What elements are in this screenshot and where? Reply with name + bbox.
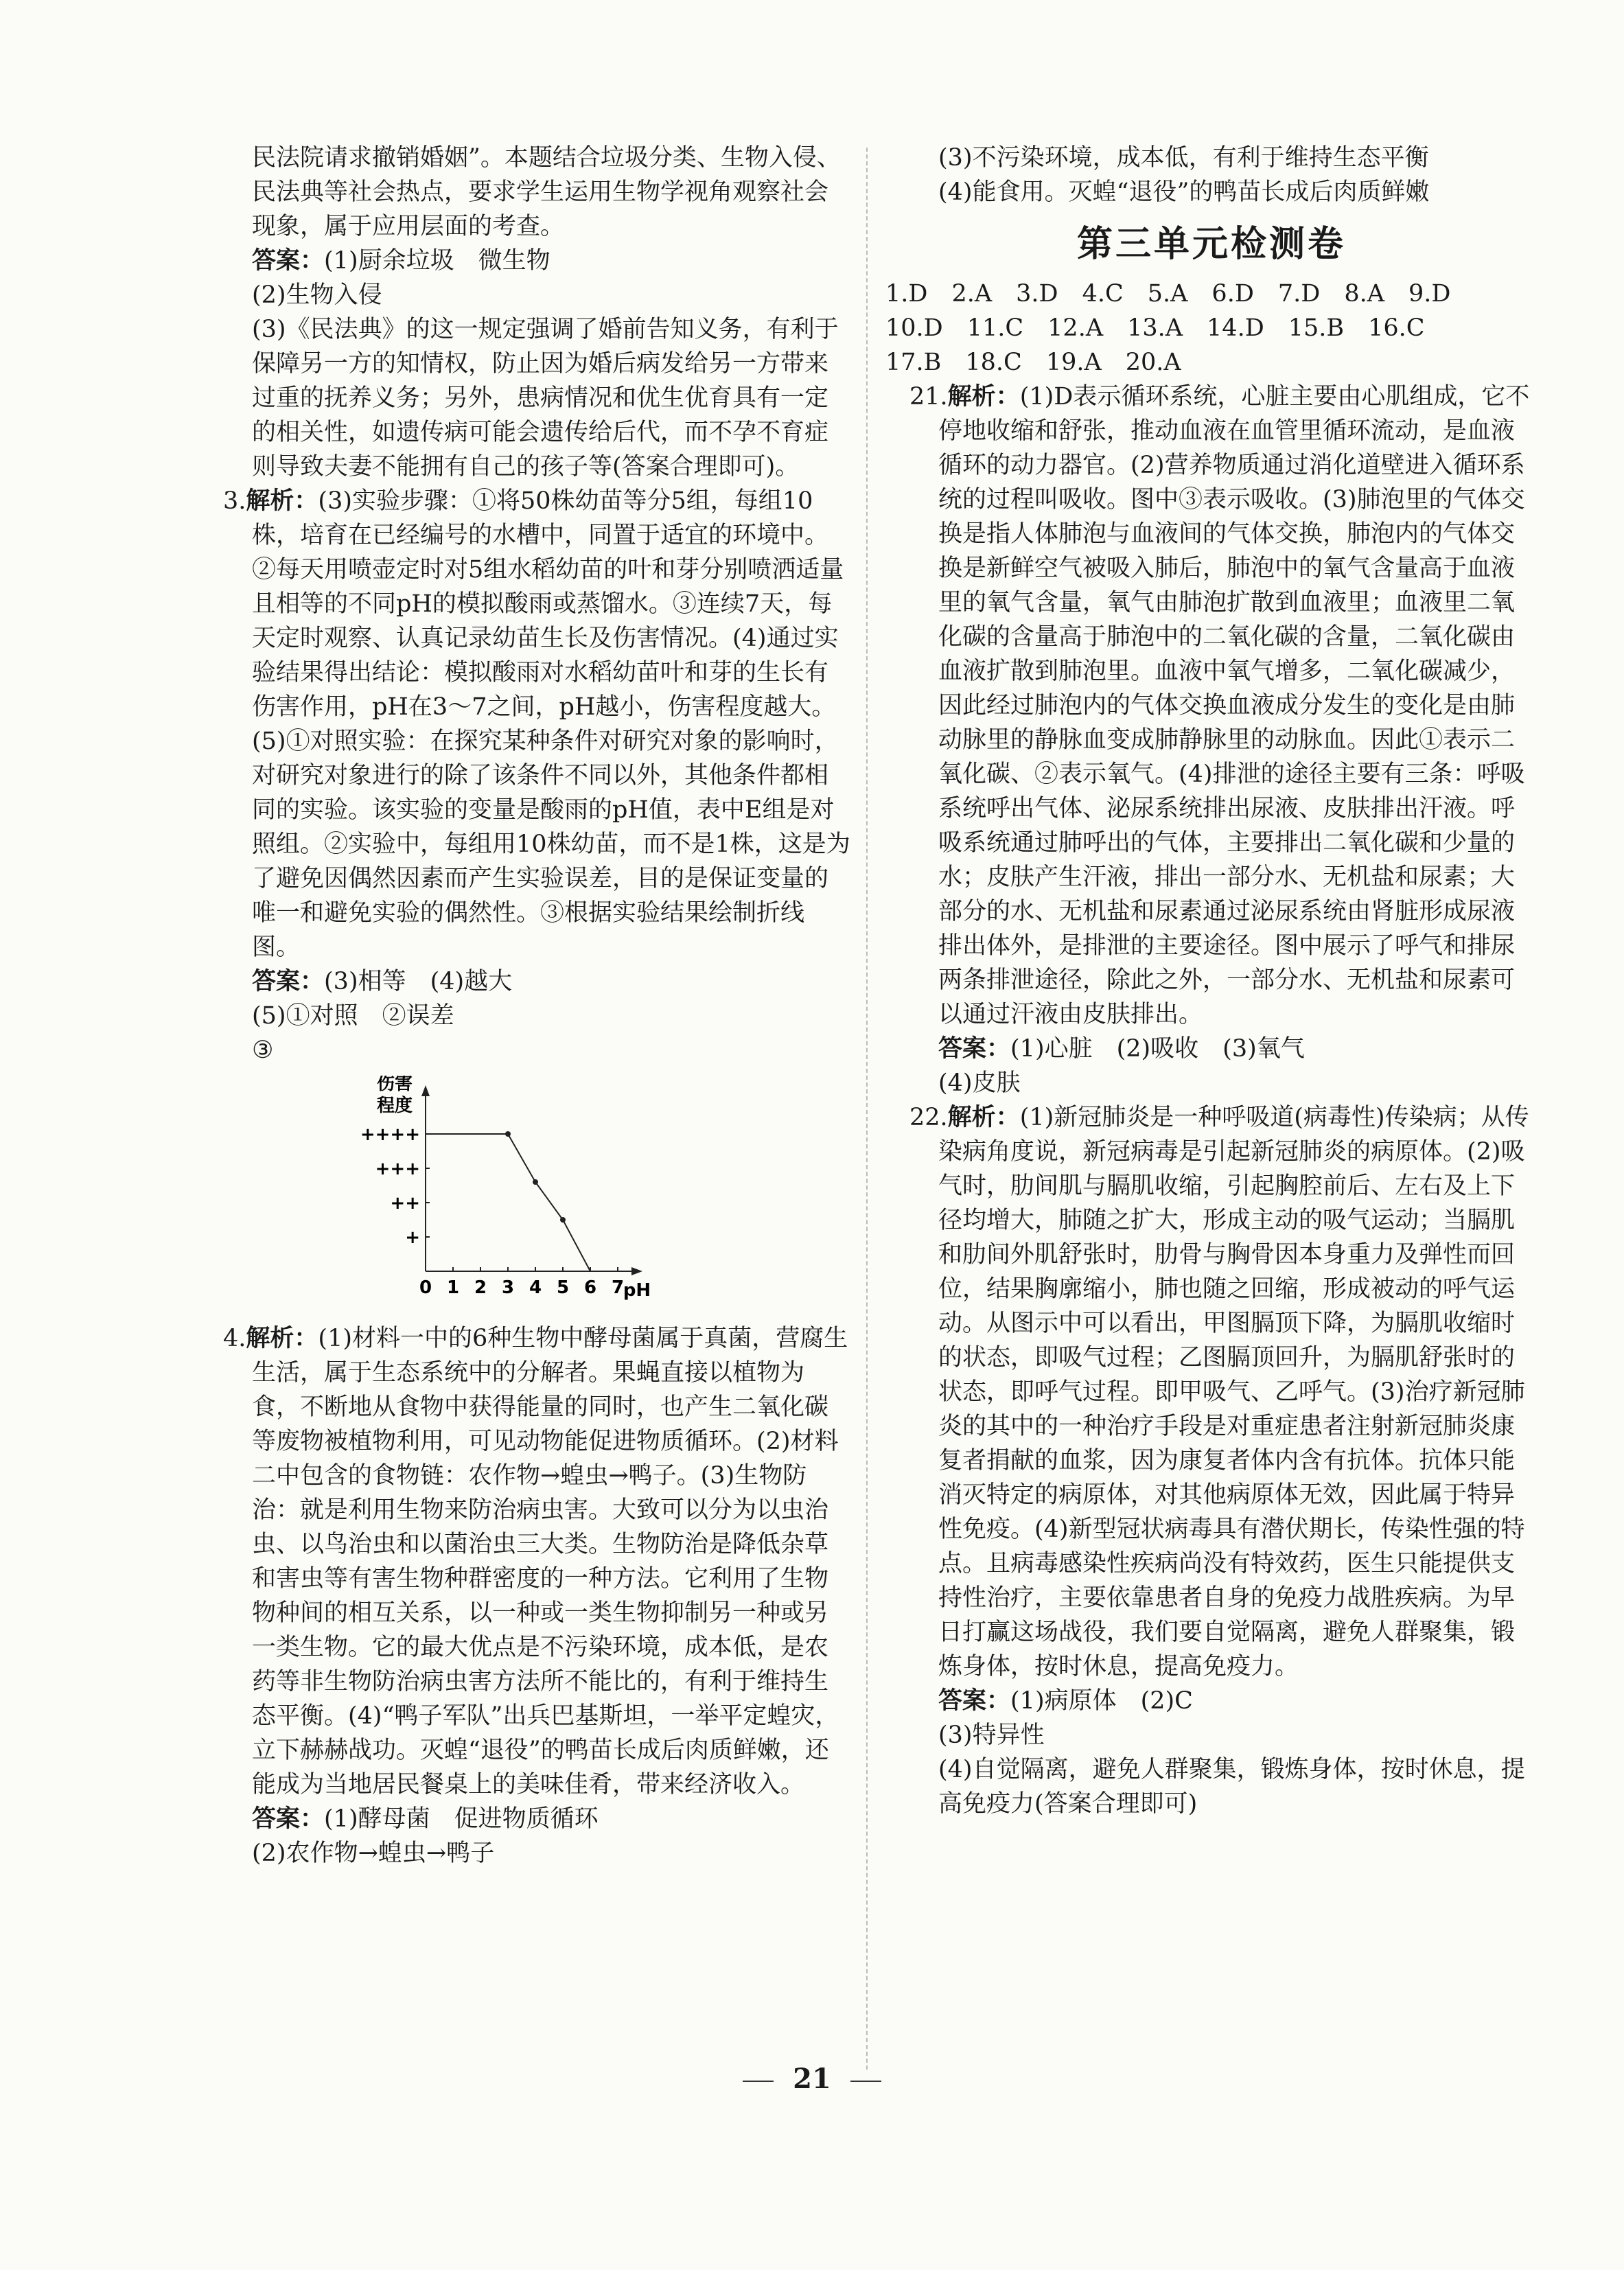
column-divider [866,148,868,2070]
choice-answers-row-2: 10.D 11.C 12.A 13.A 14.D 15.B 16.C [885,314,1425,342]
right-column [885,141,1538,1821]
data-point [505,1131,511,1137]
x-tick-label: 6 [583,1277,597,1298]
q3-answer-2: (5)①对照 ②误差 [252,1002,454,1030]
y-axis-arrow [421,1085,430,1096]
q2-answer-1: 答案：(1)厨余垃圾 微生物 [252,247,550,275]
q22-answer-1: 答案：(1)病原体 (2)C [938,1687,1193,1715]
q21-answer-2: (4)皮肤 [938,1069,1021,1097]
section-title: 第三单元检测卷 [1076,224,1346,265]
answer-label: 答案： [252,247,325,275]
left-column [199,141,851,1871]
q4-answer-1: 答案：(1)酵母菌 促进物质循环 [252,1805,599,1833]
q4-answer-2: (2)农作物→蝗虫→鸭子 [252,1840,495,1867]
q4-answer-3: (3)不污染环境，成本低，有利于维持生态平衡 [938,144,1429,172]
x-tick-label: 5 [556,1277,570,1298]
y-tick-label: +++ [375,1159,420,1179]
q3-answer-3: ③ [252,1036,274,1064]
q2-answer-3: (3)《民法典》的这一规定强调了婚前告知义务，有利于保障另一方的知情权，防止因为婚后病发给另一方带来过重的抚养义务；另外，患病情况和优生优育具有一定的相关性，如遗传病可能会遗传给后代，而不孕不育症则导致夫妻不能拥有自己的孩子等(答案合理即可)。 [252,316,839,480]
q22-analysis: 22.解析：(1)新冠肺炎是一种呼吸道(病毒性)传染病；从传染病角度说，新冠病毒是引起新冠肺炎的病原体。(2)吸气时，肋间肌与膈肌收缩，引起胸腔前后、左右及上下径均增大，肺随之扩大，形成主动的吸气运动；当膈肌和肋间外肌舒张时，肋骨与胸骨因本身重力及弹性而回位，结果胸廓缩小，肺也随之回缩，形成被动的呼气运动。从图示中可以看出，甲图膈顶下降，为膈肌收缩时的状态，即吸气过程；乙图膈顶回升，为膈肌舒张时的状态，即呼气过程。即甲吸气、乙呼气。(3)治疗新冠肺炎的其中的一种治疗手段是对重症患者注射新冠肺炎康复者捐献的血浆，因为康复者体内含有抗体。抗体只能消灭特定的病原体，对其他病原体无效，因此属于特异性免疫。(4)新型冠状病毒具有潜伏期长，传染性强的特点。且病毒感染性疾病尚没有特效药，医生只能提供支持性治疗，主要依靠患者自身的免疫力战胜疾病。为早日打赢这场战役，我们要自觉隔离，避免人群聚集，锻炼身体，按时休息，提高免疫力。 [909,1104,1529,1680]
x-axis-label: pH [623,1280,651,1301]
q4-analysis: 4.解析：(1)材料一中的6种生物中酵母菌属于真菌，营腐生生活，属于生态系统中的分解者。果蝇直接以植物为食，不断地从食物中获得能量的同时，也产生二氧化碳等废物被植物利用，可见动物能促进物质循环。(2)材料二中包含的食物链：农作物→蝗虫→鸭子。(3)生物防治：就是利用生物来防治病虫害。大致可以分为以虫治虫、以鸟治虫和以菌治虫三大类。生物防治是降低杂草和害虫等有害生物种群密度的一种方法。它利用了生物物种间的相互关系，以一种或一类生物抑制另一种或另一类生物。它的最大优点是不污染环境，成本低，是农药等非生物防治病虫害方法所不能比的，有利于维持生态平衡。(4)“鸭子军队”出兵巴基斯坦，一举平定蝗灾，立下赫赫战功。灭蝗“退役”的鸭苗长成后肉质鲜嫩，还能成为当地居民餐桌上的美味佳肴，带来经济收入。 [223,1325,848,1798]
x-tick-label: 1 [446,1277,460,1298]
x-tick-label: 0 [419,1277,432,1298]
q4-answer-4: (4)能食用。灭蝗“退役”的鸭苗长成后肉质鲜嫩 [938,178,1430,206]
x-tick-label: 7 [611,1277,625,1298]
q22-answer-3: (4)自觉隔离，避免人群聚集，锻炼身体，按时休息，提高免疫力(答案合理即可) [938,1756,1525,1818]
q21-answer-1: 答案：(1)心脏 (2)吸收 (3)氧气 [938,1035,1305,1063]
y-tick-label: ++++ [360,1124,420,1145]
q2-answer-2: (2)生物入侵 [252,281,382,309]
y-tick-label: ++ [390,1193,420,1214]
q3-answer-1: 答案：(3)相等 (4)越大 [252,968,513,995]
series-line [453,1134,590,1271]
y-axis-label-line2: 程度 [376,1096,413,1116]
y-axis-label: 伤害 [376,1076,413,1094]
q3-analysis: 3.解析：(3)实验步骤：①将50株幼苗等分5组，每组10株，培育在已经编号的水槽中，同置于适宜的环境中。②每天用喷壶定时对5组水稻幼苗的叶和芽分别喷洒适量且相等的不同pH的模拟酸雨或蒸馏水。③连续7天，每天定时观察、认真记录幼苗生长及伤害情况。(4)通过实验结果得出结论：模拟酸雨对水稻幼苗叶和芽的生长有伤害作用，pH在3～7之间，pH越小，伤害程度越大。(5)①对照实验：在探究某种条件对研究对象的影响时，对研究对象进行的除了该条件不同以外，其他条件都相同的实验。该实验的变量是酸雨的pH值，表中E组是对照组。②实验中，每组用10株幼苗，而不是1株，这是为了避免因偶然因素而产生实验误差，目的是保证变量的唯一和避免实验的偶然性。③根据实验结果绘制折线图。 [223,487,850,961]
q21-analysis: 21.解析：(1)D表示循环系统，心脏主要由心肌组成，它不停地收缩和舒张，推动血液在血管里循环流动，是血液循环的动力器官。(2)营养物质通过消化道壁进入循环系统的过程叫吸收。图中③表示吸收。(3)肺泡里的气体交换是指人体肺泡与血液间的气体交换，肺泡内的气体交换是新鲜空气被吸入肺后，肺泡中的氧气含量高于血液里的氧气含量，氧气由肺泡扩散到血液里；血液里二氧化碳的含量高于肺泡中的二氧化碳的含量，二氧化碳由血液扩散到肺泡里。血液中氧气增多，二氧化碳减少，因此经过肺泡内的气体交换血液成分发生的变化是由肺动脉里的静脉血变成肺静脉里的动脉血。因此①表示二氧化碳、②表示氧气。(4)排泄的途径主要有三条：呼吸系统呼出气体、泌尿系统排出尿液、皮肤排出汗液。呼吸系统通过肺呼出的气体，主要排出二氧化碳和少量的水；皮肤产生汗液，排出一部分水、无机盐和尿素；大部分的水、无机盐和尿素通过泌尿系统由肾脏形成尿液排出体外，是排泄的主要途径。图中展示了呼气和排尿两条排泄途径，除此之外，一部分水、无机盐和尿素可以通过汗液由皮肤排出。 [909,383,1530,1028]
page-number: 21 [0,2063,1624,2095]
ph-damage-line-chart [357,1076,652,1302]
intro-paragraph: 民法院请求撤销婚姻”。本题结合垃圾分类、生物入侵、民法典等社会热点，要求学生运用生物学视角观察社会现象，属于应用层面的考查。 [252,144,841,240]
q22-answer-2: (3)特异性 [938,1722,1045,1749]
choice-answers-row-1: 1.D 2.A 3.D 4.C 5.A 6.D 7.D 8.A 9.D [885,280,1451,308]
choice-answers-row-3: 17.B 18.C 19.A 20.A [885,349,1181,376]
data-point [560,1217,566,1223]
x-tick-label: 3 [501,1277,515,1298]
x-tick-label: 4 [529,1277,542,1298]
data-point [533,1179,538,1185]
x-tick-label: 2 [474,1277,487,1298]
x-axis-arrow [631,1267,642,1275]
y-tick-label: + [405,1227,420,1248]
